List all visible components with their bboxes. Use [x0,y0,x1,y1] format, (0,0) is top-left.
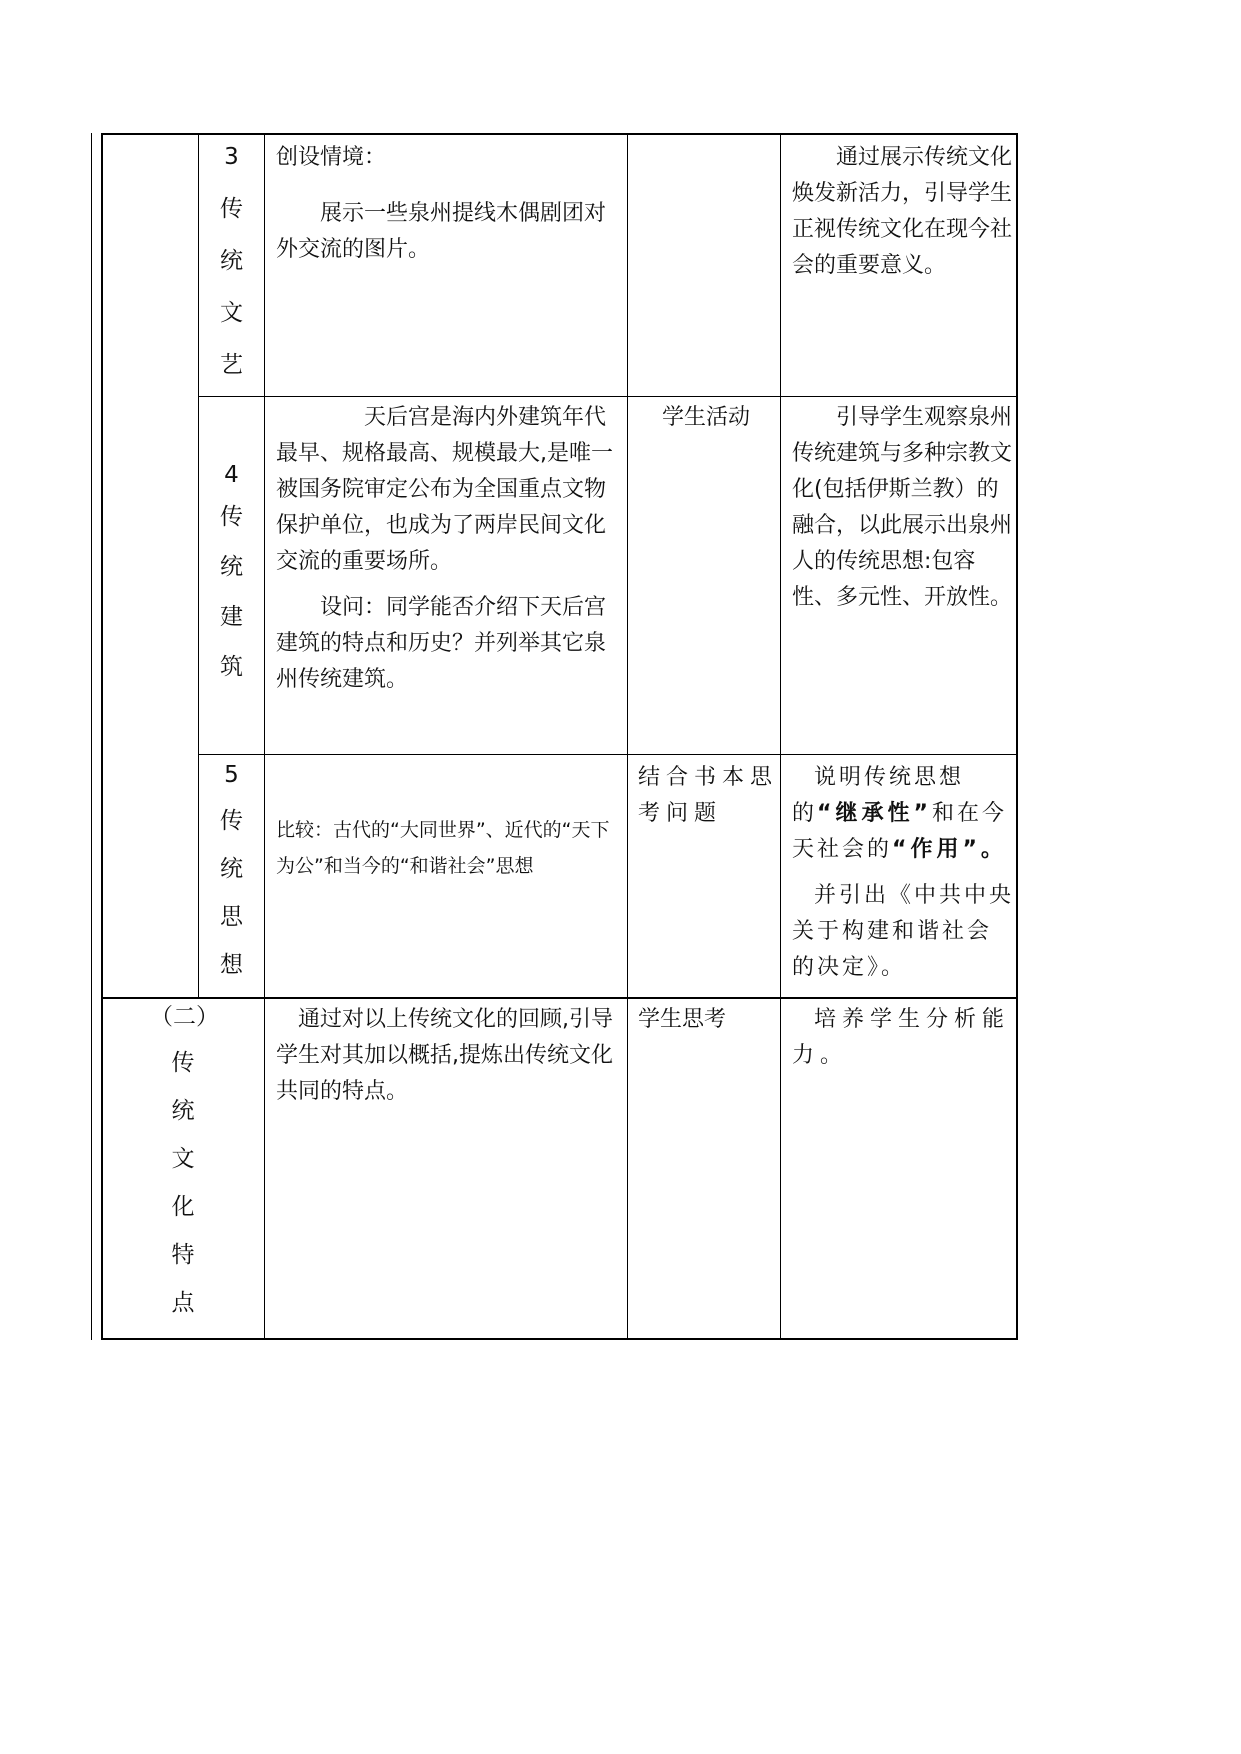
row-2-content-p1: 天后宫是海内外建筑年代最早、规格最高、规模最大,是唯一被国务院审定公布为全国重点文物保护单位，也成为了两岸民间文化交流的重要场所。 [276,405,613,574]
table-border-left-outer [91,133,92,1340]
row-3-topic: 5 传 统 思 想 [199,760,264,996]
row-3-activity: 结合书本思考问题 [638,765,779,826]
table-border-right [1016,133,1018,1340]
row-3-content: 比较：古代的“大同世界”、近代的“天下为公”和当今的“和谐社会”思想 [276,819,610,877]
section-2-label: （二） 传 统 文 化 特 点 [150,1004,219,1316]
table-border-bottom [101,1338,1018,1340]
table-border-top [101,133,1018,135]
column-divider-4 [780,133,781,1340]
row-1-content-body: 展示一些泉州提线木偶剧团对外交流的图片。 [276,201,607,262]
row-divider-2 [198,754,1018,755]
section-2-activity: 学生思考 [638,1007,727,1032]
row-2-content-p2: 设问：同学能否介绍下天后宫建筑的特点和历史？并列举其它泉州传统建筑。 [276,595,607,692]
row-3-number: 5 [224,762,239,788]
row-1-content-title: 创设情境： [276,145,387,170]
column-divider-3 [627,133,628,1340]
row-2-content [276,400,620,698]
row-2-intent: 引导学生观察泉州传统建筑与多种宗教文化(包括伊斯兰教）的融合，以此展示出泉州人的传统思想:包容性、多元性、开放性。 [792,405,1013,610]
row-1-content [276,140,620,268]
section-2-content: 通过对以上传统文化的回顾,引导学生对其加以概括,提炼出传统文化共同的特点。 [276,1007,613,1104]
row-2-topic: 4 传 统 建 筑 [199,460,264,700]
section-2-intent: 培养学生分析能力。 [792,1007,1011,1068]
row-3-intent: 说明传统思想的“继承性”和在今天社会的“作用”。 并引出《中共中央关于构建和谐社会的决定》。 [792,760,1014,986]
column-divider-2 [264,133,265,1340]
row-2-activity: 学生活动 [661,405,750,430]
row-3-intent-p2: 并引出《中共中央关于构建和谐社会的决定》。 [792,883,1015,980]
row-1-intent: 通过展示传统文化焕发新活力，引导学生正视传统文化在现今社会的重要意义。 [792,145,1013,278]
row-divider-1 [198,396,1018,397]
row-divider-3 [101,997,1018,999]
row-1-number: 3 [224,144,239,170]
table-border-left-inner [101,133,103,1340]
row-2-number: 4 [224,462,239,488]
row-1-topic: 3 传 统 文 艺 [199,142,264,400]
